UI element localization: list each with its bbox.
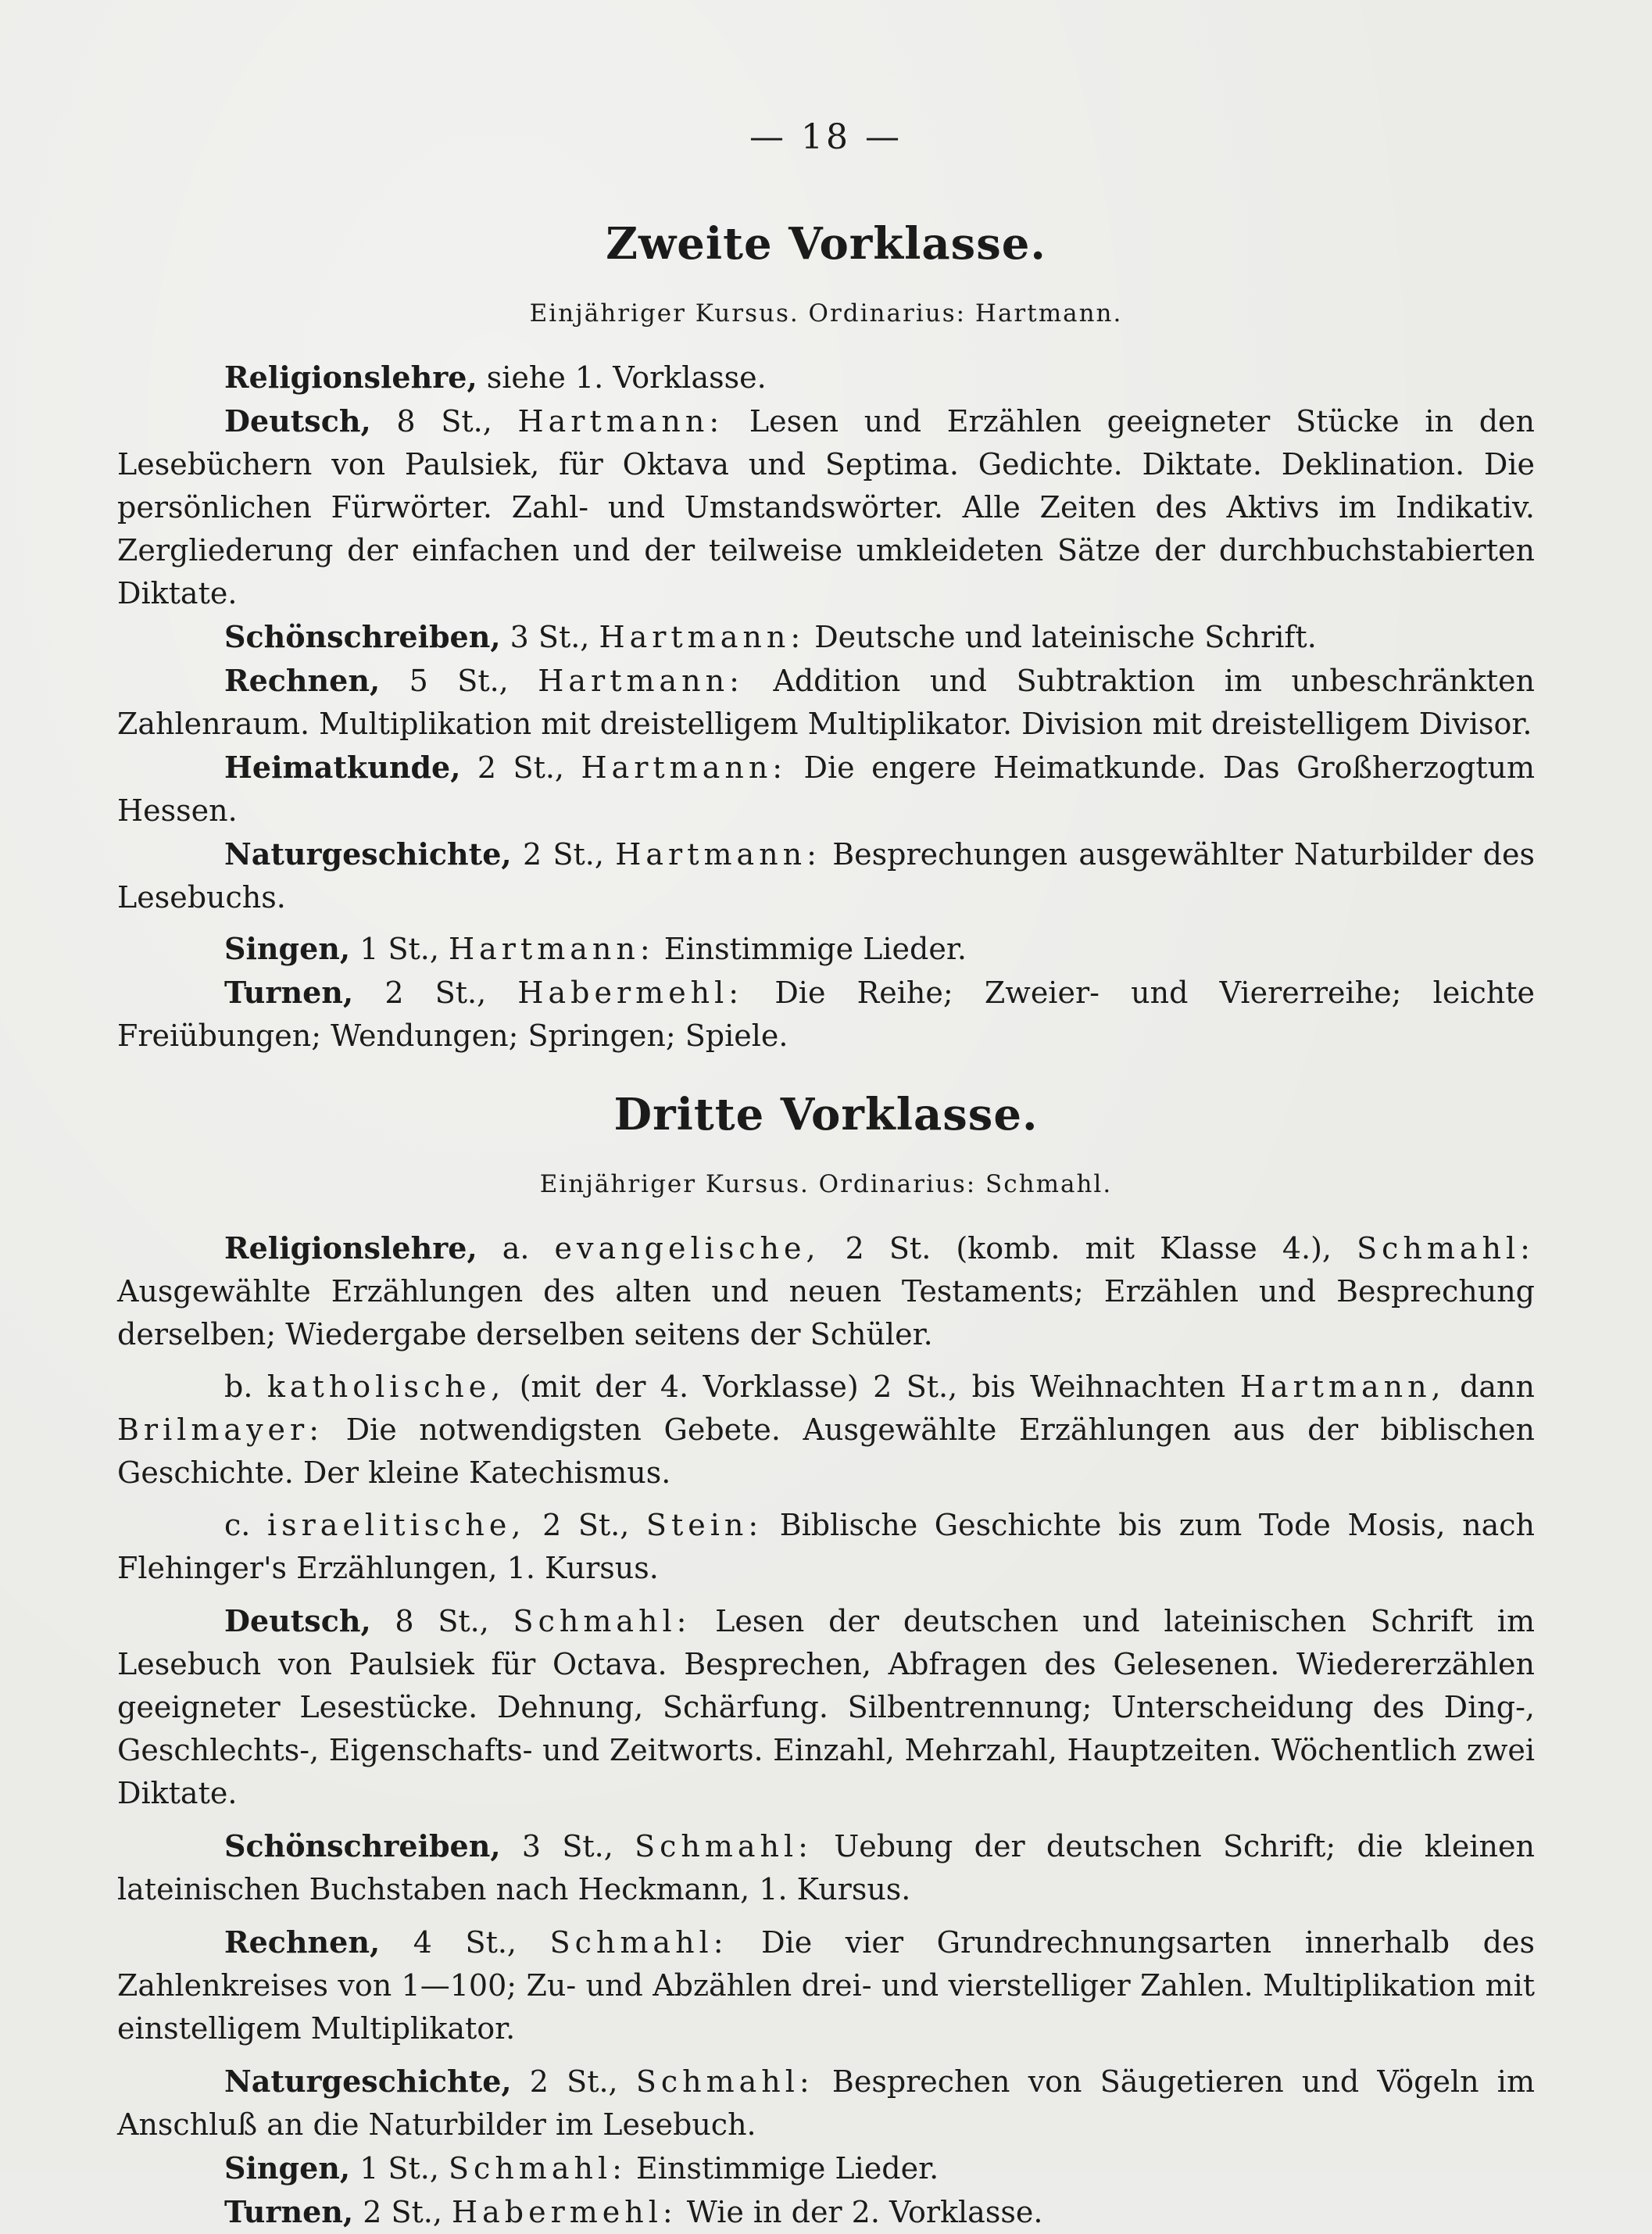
entry-text: Ausgewählte Erzählungen des alten und neuen Testaments; Erzählen und Besprechung derselben; Wiedergabe derselben seitens der Schüler. <box>117 1274 1535 1351</box>
teacher-name: Schmahl: <box>549 1925 728 1960</box>
entry-rechnen <box>117 659 1535 746</box>
teacher-name: Hartmann, <box>1239 1369 1446 1404</box>
entry-hours: 2 St. (komb. mit Klasse 4.), <box>820 1231 1357 1266</box>
entry-text: Addition und Subtraktion im unbeschränkten Zahlenraum. Multiplikation mit dreistelligem Multiplikator. Division mit dreistelligem Divisor. <box>117 664 1536 741</box>
entry-hours: 8 St., <box>370 404 518 439</box>
entry-hours: 2 St., <box>511 837 616 872</box>
entry-text: dann <box>1445 1369 1536 1404</box>
entry-religion-evangelisch <box>117 1226 1535 1356</box>
entry-text-2: Die notwendigsten Gebete. Ausgewählte Erzählungen aus der biblischen Geschichte. Der kleine Katechismus. <box>117 1412 1535 1490</box>
entry-text: Biblische Geschichte bis zum Tode Mosis, nach Flehinger's Erzählungen, 1. Kursus. <box>117 1508 1535 1585</box>
entry-text: Lesen und Erzählen geeigneter Stücke in den Lesebüchern von Paulsiek, für Oktava und Septima. Gedichte. Diktate. Deklination. Die persönlichen Fürwörter. Zahl- und Umstandswörter. Alle Zeiten des Aktivs im Indikativ. Zergliederung der einfachen und der teilweise umkleideten Sätze der durchbuchstabierten Diktate. <box>117 404 1535 610</box>
subject-label: Turnen, <box>224 2194 354 2229</box>
entry-hours: 4 St., <box>380 1925 550 1960</box>
entry-text: Einstimmige Lieder. <box>626 2151 939 2186</box>
teacher-name: Schmahl: <box>635 2064 814 2099</box>
entry-turnen <box>117 2190 1535 2234</box>
subject-label: Naturgeschichte, <box>224 2064 512 2099</box>
teacher-name-2: Brilmayer: <box>117 1412 324 1447</box>
entry-text: Lesen der deutschen und lateinischen Schrift im Lesebuch von Paulsiek für Octava. Besprechen, Abfragen des Gelesenen. Wiedererzählen geeigneter Lesestücke. Dehnung, Schärfung. Silbentrennung; Unterscheidung des Ding-, Geschlechts-, Eigenschafts- und Zeitworts. Einzahl, Mehrzahl, Hauptzeiten. Wöchentlich zwei Diktate. <box>117 1604 1535 1810</box>
teacher-name: Schmahl: <box>635 1829 813 1863</box>
denomination-label: evangelische, <box>554 1231 821 1266</box>
entry-hours: 5 St., <box>380 664 538 698</box>
entry-text: Die vier Grundrechnungsarten innerhalb des Zahlenkreises von 1—100; Zu- und Abzählen drei- und vierstelliger Zahlen. Multiplikation mit einstelligem Multiplikator. <box>117 1925 1535 2046</box>
entry-naturgeschichte <box>117 832 1535 919</box>
teacher-name: Schmahl: <box>449 2151 627 2186</box>
entry-prefix: b. <box>224 1369 267 1404</box>
teacher-name: Schmahl: <box>513 1604 692 1638</box>
teacher-name: Hartmann: <box>517 404 724 439</box>
para-gap <box>117 1815 1535 1824</box>
entry-text: Die engere Heimatkunde. Das Großherzogtum Hessen. <box>117 750 1535 828</box>
entry-hours: 1 St., <box>350 2151 449 2186</box>
entry-schoenschreiben <box>117 1824 1535 1911</box>
section-title: Zweite Vorklasse. <box>606 218 1046 270</box>
entry-religion-israelitisch <box>117 1504 1535 1590</box>
para-gap <box>117 1590 1535 1599</box>
entry-text: Die Reihe; Zweier- und Viererreihe; leichte Freiübungen; Wendungen; Springen; Spiele. <box>117 976 1535 1053</box>
entry-text: Wie in der 2. Vorklasse. <box>677 2195 1043 2229</box>
subject-label: Rechnen, <box>224 1924 381 1960</box>
entry-schoenschreiben <box>117 615 1535 659</box>
page-number: — 18 — <box>749 117 903 157</box>
teacher-name: Habermehl: <box>517 976 744 1010</box>
entry-deutsch <box>117 1599 1535 1815</box>
entry-hours: 2 St., <box>511 2064 636 2099</box>
section-zweite-vorklasse <box>117 218 1535 1058</box>
subject-label: Singen, <box>224 931 351 966</box>
section-dritte-vorklasse <box>117 1089 1535 2234</box>
entry-religion <box>117 356 1535 399</box>
entry-text: Uebung der deutschen Schrift; die kleinen lateinischen Buchstaben nach Heckmann, 1. Kursus. <box>117 1829 1535 1906</box>
section-subtitle: Einjähriger Kursus. Ordinarius: Schmahl. <box>539 1170 1113 1198</box>
section-gap <box>117 1058 1535 1089</box>
subject-label: Deutsch, <box>224 1603 371 1638</box>
subject-label: Schönschreiben, <box>224 619 501 654</box>
denomination-label: katholische, <box>266 1369 506 1404</box>
entry-text: Besprechen von Säugetieren und Vögeln im Anschluß an die Naturbilder im Lesebuch. <box>117 2064 1535 2142</box>
para-gap <box>117 2050 1535 2060</box>
entry-hours: 2 St., <box>353 976 518 1010</box>
entry-rechnen <box>117 1921 1535 2050</box>
entry-heimatkunde <box>117 746 1535 832</box>
subject-label: Naturgeschichte, <box>224 836 512 872</box>
section-subtitle: Einjähriger Kursus. Ordinarius: Hartmann. <box>529 299 1123 328</box>
entry-hours: 2 St., <box>460 750 581 785</box>
entry-prefix: a. <box>477 1231 555 1266</box>
subject-label: Rechnen, <box>224 663 381 698</box>
teacher-name: Hartmann: <box>449 932 655 966</box>
subject-label: Turnen, <box>224 975 354 1010</box>
para-gap <box>117 1495 1535 1504</box>
entry-hours: 8 St., <box>370 1604 513 1638</box>
entry-hours: (mit der 4. Vorklasse) 2 St., bis Weihnachten <box>505 1369 1240 1404</box>
teacher-name: Hartmann: <box>581 750 788 785</box>
entry-text: Besprechungen ausgewählter Naturbilder des Lesebuchs. <box>117 837 1535 915</box>
teacher-name: Hartmann: <box>615 837 821 872</box>
entry-hours: 1 St., <box>350 932 449 966</box>
section-title: Dritte Vorklasse. <box>613 1089 1039 1140</box>
entry-naturgeschichte <box>117 2060 1535 2146</box>
entry-hours: 2 St., <box>353 2195 452 2229</box>
teacher-name: Stein: <box>645 1508 763 1542</box>
denomination-label: israelitische, <box>266 1508 526 1542</box>
entry-hours: 3 St., <box>500 620 599 654</box>
subject-label: Religionslehre, <box>224 360 477 395</box>
entry-text: Einstimmige Lieder. <box>654 932 967 966</box>
subject-label: Deutsch, <box>224 403 371 439</box>
subject-label: Religionslehre, <box>224 1230 477 1266</box>
entry-religion-katholisch <box>117 1366 1535 1495</box>
teacher-name: Hartmann: <box>599 620 806 654</box>
entry-singen <box>117 927 1535 971</box>
para-gap <box>117 1911 1535 1921</box>
teacher-name: Hartmann: <box>538 664 744 698</box>
entry-deutsch <box>117 399 1535 615</box>
subject-label: Heimatkunde, <box>224 750 461 785</box>
teacher-name: Schmahl: <box>1357 1231 1535 1266</box>
entry-prefix: c. <box>224 1508 267 1542</box>
entry-text: siehe 1. Vorklasse. <box>477 360 767 395</box>
entry-hours: 3 St., <box>500 1829 635 1863</box>
entry-hours: 2 St., <box>525 1508 646 1542</box>
entry-singen <box>117 2146 1535 2190</box>
teacher-name: Habermehl: <box>451 2195 678 2229</box>
entry-text: Deutsche und lateinische Schrift. <box>805 620 1317 654</box>
subject-label: Schönschreiben, <box>224 1828 501 1863</box>
entry-turnen <box>117 971 1535 1058</box>
subject-label: Singen, <box>224 2150 351 2186</box>
para-gap <box>117 1356 1535 1366</box>
